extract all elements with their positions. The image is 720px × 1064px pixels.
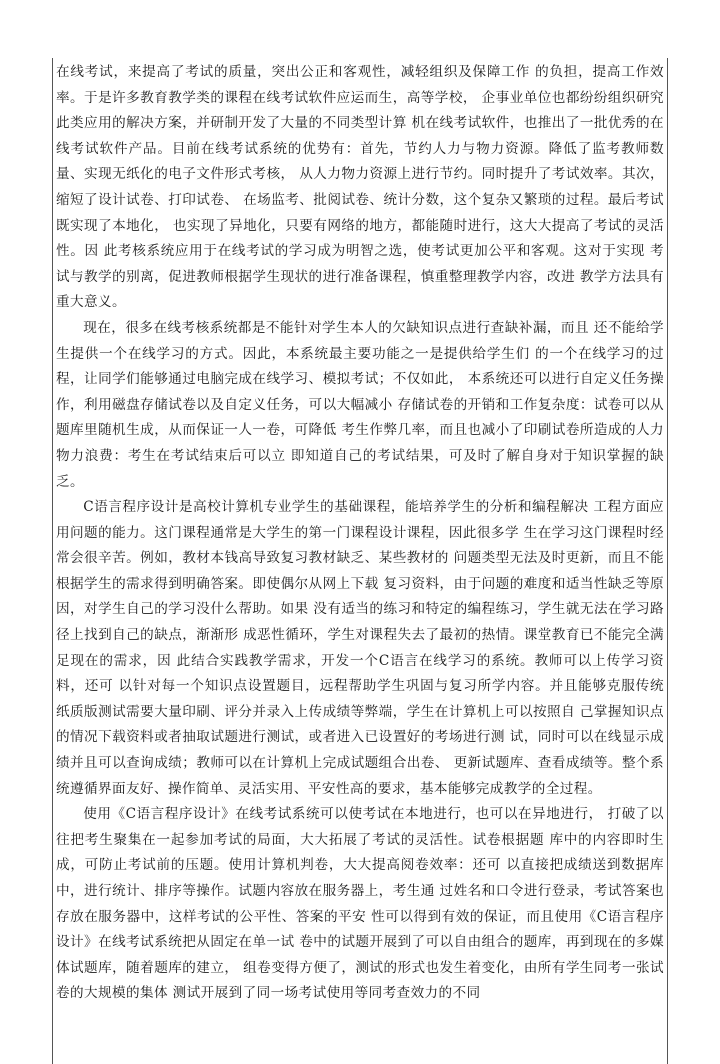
paragraph-system-functions: 现在，很多在线考核系统都是不能针对学生本人的欠缺知识点进行查缺补漏，而且 还不能给学生提供一个在线学习的方式。因此，本系统最主要功能之一是提供给学生们 的一个在线学习的过程，让同学们能够通过电脑完成在线学习、模拟考试；不仅如此， 本系统还可以进行自定义任务操作，利用磁盘存储试卷以及自定义任务，可以大幅减小 存储试卷的开销和工作复杂度：试卷可以从题库里随机生成，从而保证一人一卷，可降低 考生作弊几率，而且也减小了印刷试卷所造成的人力物力浪费：考生在考试结束后可以立 即知道自己的考试结果，可及时了解自身对于知识掌握的缺乏。 <box>56 319 664 490</box>
paragraph-c-language-course: C语言程序设计是高校计算机专业学生的基础课程，能培养学生的分析和编程解决 工程方面应用问题的能力。这门课程通常是大学生的第一门课程设计课程，因此很多学 生在学习这门课程时经常会很辛苦。例如，教材本钱高导致复习教材缺乏、某些教材的 问题类型无法及时更新，而且不能根据学生的需求得到明确答案。即使偶尔从网上下载 复习资料，由于问题的难度和适当性缺乏等原因，对学生自己的学习没什么帮助。如果 没有适当的练习和特定的编程练习，学生就无法在学习路径上找到自己的缺点，渐渐形 成恶性循环，学生对课程失去了最初的热情。课堂教育已不能完全满足现在的需求，因 此结合实践教学需求，开发一个C语言在线学习的系统。教师可以上传学习资料，还可 以针对每一个知识点设置题目，远程帮助学生巩固与复习所学内容。并且能够克服传统 纸质版测试需要大量印刷、评分并录入上传成绩等弊端，学生在计算机上可以按照自 己掌握知识点的情况下载资料或者抽取试题进行测试，或者进入已设置好的考场进行测 试，同时可以在线显示成绩并且可以查询成绩；教师可以在计算机上完成试题组合出卷、 更新试题库、查看成绩等。整个系统遵循界面友好、操作简单、灵活实用、平安性高的要求，基本能够完成教学的全过程。 <box>56 499 664 797</box>
paragraph-online-exam-advantages: 在线考试，来提高了考试的质量，突出公正和客观性，减轻组织及保障工作 的负担，提高工作效率。于是许多教育教学类的课程在线考试软件应运而生，高等学校， 企事业单位也都纷纷组织研究此类应用的解决方案，并研制开发了大量的不同类型计算 机在线考试软件，也推出了一批优秀的在线考试软件产品。目前在线考试系统的优势有：首先，节约人力与物力资源。降低了监考教师数量、实现无纸化的电子文件形式考核， 从人力物力资源上进行节约。同时提升了考试效率。其次，缩短了设计试卷、打印试卷、 在场监考、批阅试卷、统计分数，这个复杂又繁琐的过程。最后考试既实现了本地化， 也实现了异地化，只要有网络的地方，都能随时进行，这大大提高了考试的灵活性。因 此考核系统应用于在线考试的学习成为明智之选，使考试更加公平和客观。这对于实现 考试与教学的别离，促进教师根据学生现状的进行准备课程，慎重整理教学内容，改进 教学方法具有重大意义。 <box>56 64 664 311</box>
paragraph-exam-system-usage: 使用《C语言程序设计》在线考试系统可以使考试在本地进行，也可以在异地进行， 打破了以往把考生聚集在一起参加考试的局面，大大拓展了考试的灵活性。试卷根据题 库中的内容即时生成，可防止考试前的压题。使用计算机判卷，大大提高阅卷效率：还可 以直接把成绩送到数据库中，进行统计、排序等操作。试题内容放在服务器上，考生通 过姓名和口令进行登录，考试答案也存放在服务器中，这样考试的公平性、答案的平安 性可以得到有效的保证，而且使用《C语言程序设计》在线考试系统把从固定在单一试 卷中的试题开展到了可以自由组合的题库，再到现在的多媒体试题库，随着题库的建立， 组卷变得方便了，测试的形式也发生着变化，由所有学生同考一张试卷的大规模的集体 测试开展到了同一场考试使用等同考查效力的不同 <box>56 806 664 1002</box>
document-body <box>56 60 664 1007</box>
